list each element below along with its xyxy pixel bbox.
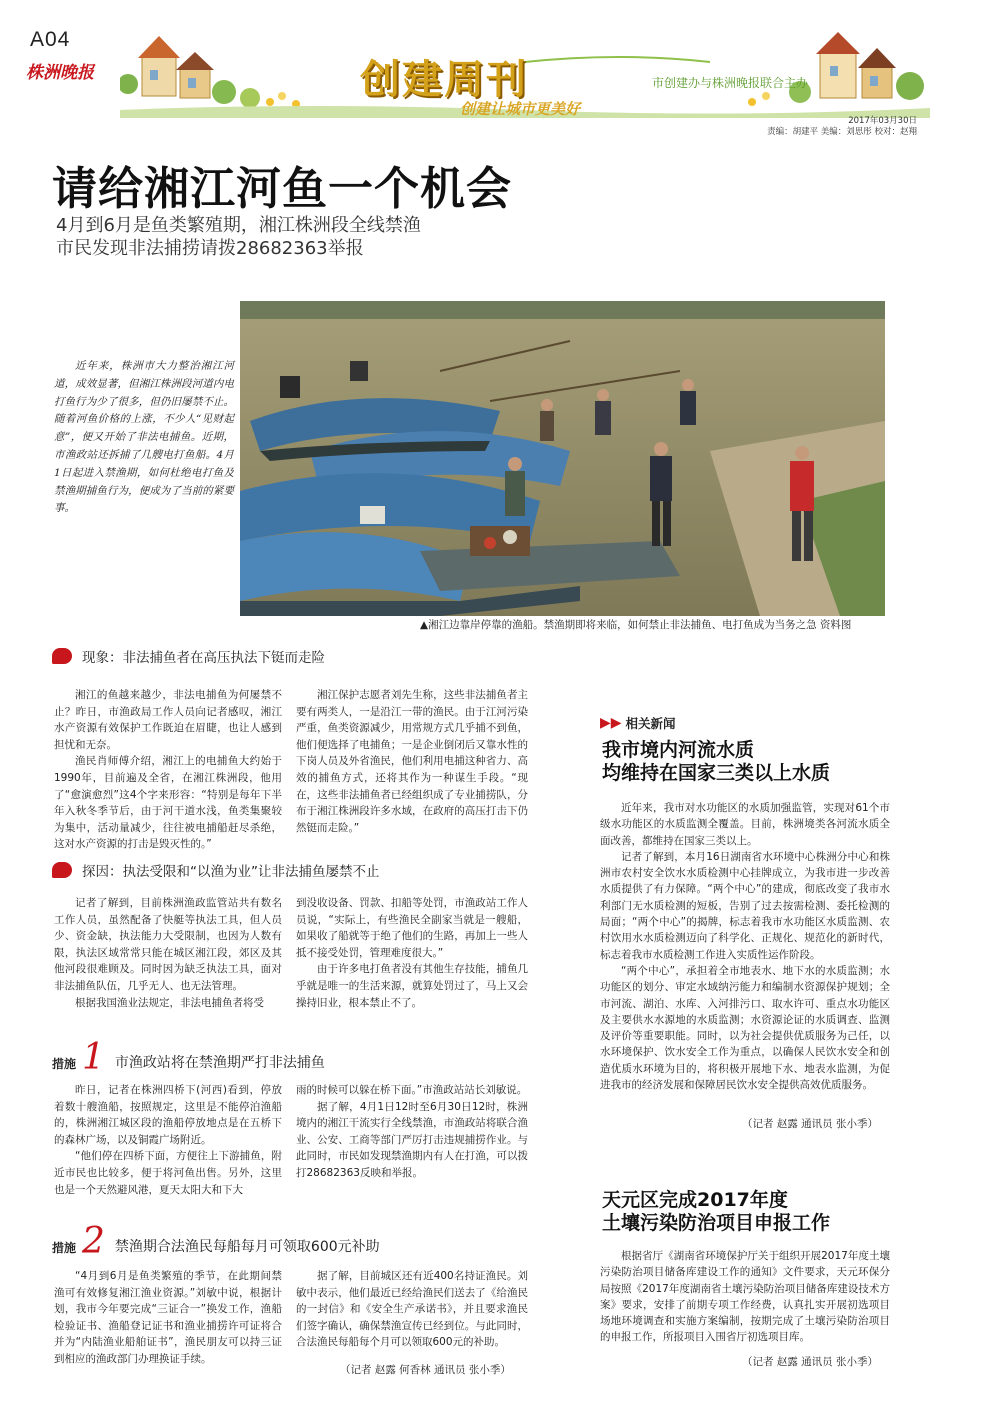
- section-banner: [120, 22, 930, 118]
- measure-label: 措施: [52, 1057, 77, 1071]
- story2-body: [600, 1248, 890, 1346]
- paragraph: 到没收设备、罚款、扣船等处罚，市渔政站工作人员说，“实际上，有些渔民全副家当就是一艘船，如果收了船就等于绝了他们的生路，再加上一些人抵不接受处罚，管理难度很大。”: [296, 897, 528, 959]
- editors-credit: 责编：胡建平 美编：刘思彤 校对：赵翔: [767, 127, 917, 137]
- section-phenomenon-heading: [52, 646, 325, 666]
- story2-title-line2: 土壤污染防治项目申报工作: [602, 1212, 831, 1234]
- story2-byline: （记者 赵露 通讯员 张小季）: [742, 1356, 879, 1368]
- banner-subtitle: 创建让城市更美好: [460, 100, 581, 118]
- paragraph: “他们停在四桥下面，方便往上下游捕鱼，附近市民也比较多，便于将河鱼出售。另外，这里也是一个天然避风港，夏天太阳大和下大: [54, 1150, 282, 1196]
- paragraph: 据了解，4月1日12时至6月30日12时，株洲境内的湘江干流实行全线禁渔，市渔政站将联合渔业、公安、工商等部门严厉打击违规捕捞作业。与此同时，市民如发现禁渔期内有人在打渔，可以拨打28682363反映和举报。: [296, 1100, 528, 1179]
- measure1-right-column: [296, 1082, 528, 1182]
- measure-title: 市渔政站将在禁渔期严打非法捕鱼: [114, 1055, 325, 1071]
- issue-date: 2017年03月30日: [848, 116, 917, 126]
- paragraph: 渔民肖师傅介绍，湘江上的电捕鱼大约始于1990年，目前遍及全省，在湘江株洲段，他用了“愈演愈烈”这4个字来形容：“特别是每年下半年入秋冬季节后，由于河干道水浅，鱼类集聚较为集中，活动量减少，往往被电捕船赶尽杀绝，这对水产资源的打击是毁灭性的。”: [54, 755, 282, 851]
- measure-2-heading: [52, 1221, 380, 1262]
- article-byline: （记者 赵露 何香林 通讯员 张小季）: [340, 1364, 511, 1376]
- paragraph: 湘江的鱼越来越少，非法电捕鱼为何屡禁不止？昨日，市渔政局工作人员向记者感叹，湘江水产资源有效保护工作既迫在眉睫，也让人感到担忧和无奈。: [54, 689, 282, 751]
- measure-title: 禁渔期合法渔民每船每月可领取600元补助: [114, 1239, 380, 1255]
- paragraph: 由于许多电打鱼者没有其他生存技能，捕鱼几乎就是唯一的生活来源，就算处罚过了，马上又会操持旧业，根本禁止不了。: [296, 963, 528, 1009]
- paragraph: 记者了解到，本月16日湖南省水环境中心株洲分中心和株洲市农村安全饮水水质检测中心挂牌成立，为我市进一步改善水质提供了有力保障。“两个中心”的建成，彻底改变了我市水利部门无水质检测的短板，告别了过去按需检测、委托检测的局面；“两个中心”的揭牌，标志着我市水功能区水质监测、农村饮用水水质检测迈向了科学化、正规化、规范化的新时代，标志着我市水质检测工作进入实质性运作阶段。: [600, 850, 890, 961]
- photo-illustration: [240, 301, 885, 616]
- story2-title-line1: 天元区完成2017年度: [602, 1189, 788, 1211]
- section-heading-text: 现象：非法捕鱼者在高压执法下铤而走险: [82, 650, 325, 666]
- related-news-tag: [600, 714, 676, 732]
- banner-title: 创建周刊: [360, 56, 528, 103]
- story1-title-line2: 均维持在国家三类以上水质: [602, 762, 831, 784]
- paragraph: “4月到6月是鱼类繁殖的季节，在此期间禁渔可有效修复湘江渔业资源。”刘敏中说，根据计划，我市今年要完成“三证合一”换发工作，渔船检验证书、渔船登记证书和渔业捕捞许可证将合并为“内陆渔业船舶证书”，渔民朋友可以持三证到相应的渔政部门办理换证手续。: [54, 1270, 282, 1365]
- section-marker-icon: [52, 648, 72, 664]
- measure-number: 1: [82, 1037, 105, 1078]
- section1-left-column: [54, 687, 282, 853]
- article-headline: 请给湘江河鱼一个机会: [52, 162, 513, 215]
- measure-1-heading: [52, 1037, 325, 1078]
- newspaper-name: 株洲晚报: [26, 63, 94, 83]
- paragraph: 记者了解到，目前株洲渔政监管站共有数名工作人员，虽然配备了快艇等执法工具，但人员少、资金缺，执法能力大受限制，也因为人数有限，执法区域常常只能在城区湘江段，郊区及其他河段很难顾及。同时因为缺乏执法工具，面对非法捕鱼队伍，几乎无人、也无法管理。: [54, 897, 282, 992]
- article-subhead-2: 市民发现非法捕捞请拨28682363举报: [56, 238, 364, 259]
- story1-title-line1: 我市境内河流水质: [602, 739, 755, 761]
- section-heading-text: 探因：执法受限和“以渔为业”让非法捕鱼屡禁不止: [82, 864, 380, 880]
- measure2-right-column: [296, 1268, 528, 1351]
- paragraph: 湘江保护志愿者刘先生称，这些非法捕鱼者主要有两类人，一是沿江一带的渔民。由于江河污染严重，鱼类资源减少，用常规方式几乎捕不到鱼，他们便选择了电捕鱼；一是企业倒闭后又靠水性的下岗人员及外省渔民，他们利用电捕这种省力、高效的捕鱼方式，还将其作为一种谋生手段。“现在，这些非法捕鱼者已经组织成了专业捕捞队，分布于湘江株洲段许多水域，在政府的高压打击下仍然铤而走险。”: [296, 689, 528, 834]
- article-lead: 近年来，株洲市大力整治湘江河道，成效显著，但湘江株洲段河道内电打鱼行为少了很多，但仍旧屡禁不止。随着河鱼价格的上涨，不少人“见财起意”，便又开始了非法电捕鱼。近期，市渔政站还拆捕了几艘电打鱼船。4月1日起进入禁渔期，如何杜绝电打鱼及禁渔期捕鱼行为，便成为了当前的紧要事。: [54, 360, 234, 515]
- paragraph: 据了解，目前城区还有近400名持证渔民。刘敏中表示，他们最近已经给渔民们送去了《给渔民的一封信》和《安全生产承诺书》，并且要求渔民们签字确认，确保禁渔宣传已经到位。与此同时，合法渔民每船每个月可以领取600元的补助。: [296, 1270, 528, 1349]
- measure2-left-column: [54, 1268, 282, 1368]
- page-number: A04: [30, 28, 71, 51]
- double-arrow-icon: ▶▶: [600, 715, 622, 731]
- paragraph: 根据省厅《湖南省环境保护厅关于组织开展2017年度土壤污染防治项目储备库建设工作的通知》文件要求，天元环保分局按照《2017年度湖南省土壤污染防治项目储备库建设技术方案》要求，安排了前期专项工作经费，认真扎实开展初选项目场地环境调查和实施方案编制，按期完成了土壤污染防治项目的申报工作，所报项目入围省厅初选项目库。: [600, 1250, 890, 1344]
- article-subhead-1: 4月到6月是鱼类繁殖期，湘江株洲段全线禁渔: [56, 215, 421, 236]
- fishing-boats-photo: [240, 301, 885, 616]
- related-news-label: 相关新闻: [625, 716, 676, 731]
- story1-body: [600, 800, 890, 1093]
- measure-label: 措施: [52, 1241, 77, 1255]
- section2-right-column: [296, 895, 528, 1011]
- story1-byline: （记者 赵露 通讯员 张小季）: [742, 1118, 879, 1130]
- section-marker-icon: [52, 862, 72, 878]
- photo-caption: ▲湘江边靠岸停靠的渔船。禁渔期即将来临，如何禁止非法捕鱼、电打鱼成为当务之急 资料图: [420, 619, 852, 631]
- paragraph: 昨日，记者在株洲四桥下(河西)看到，停放着数十艘渔船，按照规定，这里是不能停泊渔船的，株洲湘江城区段的渔船停放地点是在五桥下的森林广场，以及铜霞广场附近。: [54, 1084, 282, 1146]
- section-cause-heading: [52, 860, 380, 880]
- measure-number: 2: [82, 1221, 105, 1262]
- paragraph: 近年来，我市对水功能区的水质加强监管，实现对61个市级水功能区的水质监测全覆盖。目前，株洲境类各河流水质全面改善，都维持在国家三类以上。: [600, 802, 890, 847]
- section1-right-column: [296, 687, 528, 836]
- paragraph: “两个中心”，承担着全市地表水、地下水的水质监测；水功能区的划分、审定水域纳污能力和编制水资源保护规划；全市河流、湖泊、水库、入河排污口、取水许可、重点水功能区及主要供水水源地的水质监测；水资源论证的水质调查、监测及评价等重要职能。同时，以为社会提供优质服务为己任，以水环境保护、饮水安全工作为重点，以确保人民饮水安全和创造优质水环境为目的，将积极开展地下水、地表水监测，为促进我市的经济发展和保障居民饮水安全提供高效优质服务。: [600, 964, 890, 1092]
- banner-cohost-note: 市创建办与株洲晚报联合主办: [652, 76, 809, 90]
- paragraph: 雨的时候可以躲在桥下面。”市渔政站站长刘敏说。: [296, 1084, 528, 1096]
- paragraph: 根据我国渔业法规定，非法电捕鱼者将受: [75, 996, 264, 1009]
- section2-left-column: [54, 895, 282, 1011]
- measure1-left-column: [54, 1082, 282, 1198]
